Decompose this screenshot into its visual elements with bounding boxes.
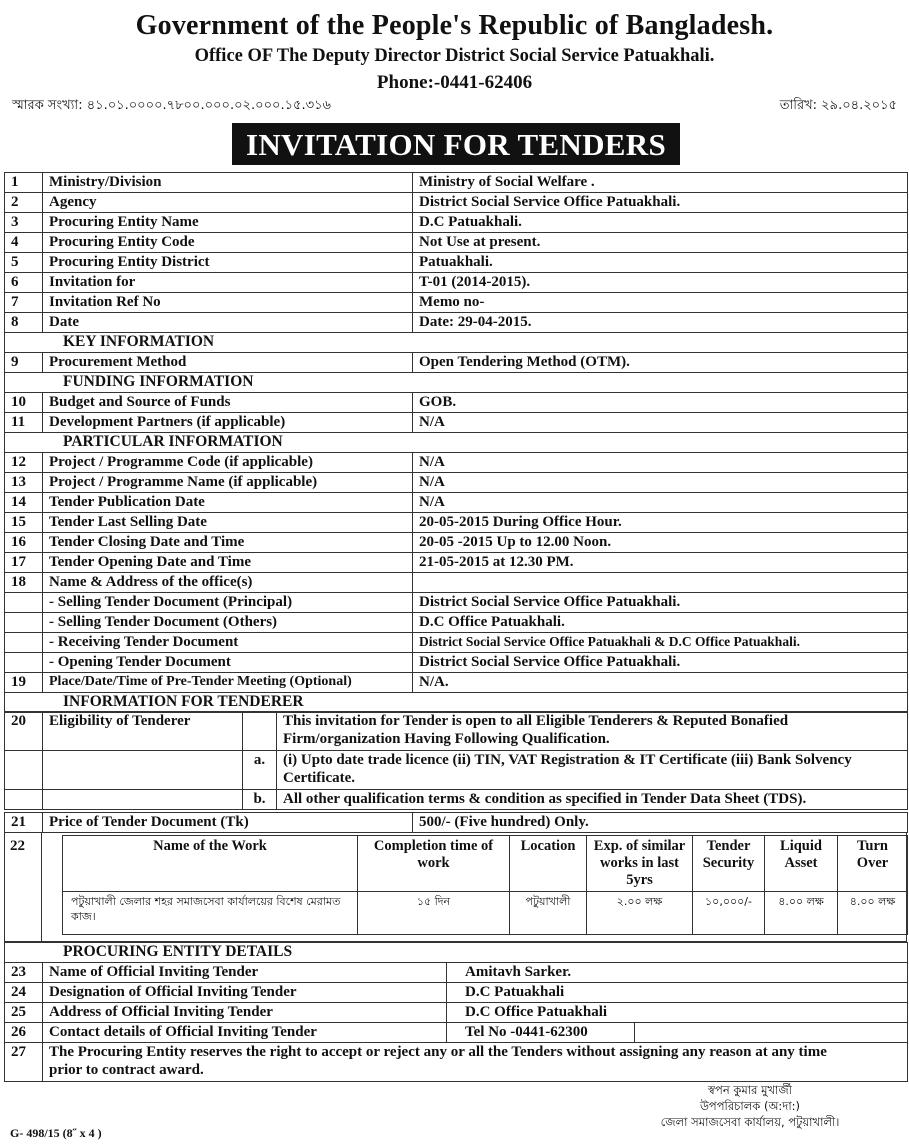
row-number: 8 — [5, 313, 43, 333]
table-row — [5, 493, 908, 513]
row-label: Budget and Source of Funds — [43, 393, 413, 413]
row-label: Development Partners (if applicable) — [43, 413, 413, 433]
row-label: Tender Last Selling Date — [43, 513, 413, 533]
header-liquid-asset: Liquid Asset — [765, 836, 838, 892]
row-value: Date: 29-04-2015. — [413, 313, 908, 333]
table-row — [5, 673, 908, 693]
row-label: Project / Programme Name (if applicable) — [43, 473, 413, 493]
row-number: 15 — [5, 513, 43, 533]
row-value: District Social Service Office Patuakhali & D.C Office Patuakhali. — [413, 633, 908, 653]
eligibility-intro-row — [5, 712, 908, 751]
table-row — [5, 653, 908, 673]
row-label: Address of Official Inviting Tender — [43, 1003, 447, 1023]
row-value: 21-05-2015 at 12.30 PM. — [413, 553, 908, 573]
row-number: 9 — [5, 353, 43, 373]
office-heading: Office OF The Deputy Director District Social Service Patuakhali. — [194, 46, 715, 66]
row-label: Place/Date/Time of Pre-Tender Meeting (Optional) — [43, 673, 413, 693]
section-heading-row — [5, 433, 908, 453]
table-row — [5, 353, 908, 373]
table-row — [5, 513, 908, 533]
section-particular-information: PARTICULAR INFORMATION — [5, 433, 908, 453]
row-label: Invitation Ref No — [43, 293, 413, 313]
table-row — [5, 193, 908, 213]
tender-table — [4, 172, 908, 713]
works-table — [62, 835, 908, 935]
section-funding-information: FUNDING INFORMATION — [5, 373, 908, 393]
table-row — [5, 413, 908, 433]
row-label: Procuring Entity District — [43, 253, 413, 273]
row-number: 27 — [5, 1043, 43, 1082]
row-label: Contact details of Official Inviting Tender — [43, 1023, 447, 1043]
row-number: 7 — [5, 293, 43, 313]
table-row — [5, 453, 908, 473]
row-value: Ministry of Social Welfare . — [413, 173, 908, 193]
eligibility-b-text: All other qualification terms & condition as specified in Tender Data Sheet (TDS). — [277, 790, 908, 810]
row-label: Procuring Entity Name — [43, 213, 413, 233]
signatory-office: জেলা সমাজসেবা কার্যালয়, পটুয়াখালী। — [660, 1115, 840, 1129]
signature-block — [600, 1082, 900, 1130]
eligibility-intro: This invitation for Tender is open to all Eligible Tenderers & Reputed Bonafied Firm/organization Having Following Qualification. — [277, 712, 908, 751]
header-turn-over: Turn Over — [838, 836, 908, 892]
clause-27-text: The Procuring Entity reserves the right to accept or reject any or all the Tenders without assigning any reason at any time prior to contract award. — [43, 1043, 908, 1082]
row-value: District Social Service Office Patuakhali. — [413, 593, 908, 613]
table-row — [5, 613, 908, 633]
row-number: 17 — [5, 553, 43, 573]
work-liquid-asset: ৪.০০ লক্ষ — [765, 892, 838, 935]
price-table — [4, 812, 908, 833]
row-label: Name & Address of the office(s) — [43, 573, 413, 593]
table-row — [5, 213, 908, 233]
table-row — [5, 473, 908, 493]
table-row — [5, 393, 908, 413]
header-experience: Exp. of similar works in last 5yrs — [587, 836, 693, 892]
row-value: Tel No -0441-62300 — [447, 1023, 635, 1043]
header-location: Location — [510, 836, 587, 892]
signatory-name: স্বপন কুমার মুখার্জী — [708, 1083, 792, 1097]
row-value: District Social Service Office Patuakhali. — [413, 653, 908, 673]
row-value: D.C Patuakhali — [447, 983, 908, 1003]
table-row — [5, 173, 908, 193]
eligibility-table — [4, 711, 908, 810]
row-label: Tender Publication Date — [43, 493, 413, 513]
row-label: Procurement Method — [43, 353, 413, 373]
section-heading-row — [5, 693, 908, 713]
work-turn-over: ৪.০০ লক্ষ — [838, 892, 908, 935]
row-value: D.C Office Patuakhali. — [413, 613, 908, 633]
header-name-of-work: Name of the Work — [63, 836, 358, 892]
blank-cell — [5, 790, 43, 810]
row-number: 16 — [5, 533, 43, 553]
eligibility-blank — [243, 712, 277, 751]
row-number: 3 — [5, 213, 43, 233]
section-procuring-entity: PROCURING ENTITY DETAILS — [5, 943, 908, 963]
header-tender-security: Tender Security — [693, 836, 765, 892]
table-row — [5, 253, 908, 273]
eligibility-label: Eligibility of Tenderer — [43, 712, 243, 751]
section-heading-row — [5, 333, 908, 353]
row-label: Procuring Entity Code — [43, 233, 413, 253]
table-row — [5, 233, 908, 253]
row-label: - Receiving Tender Document — [43, 633, 413, 653]
row-value: N/A — [413, 413, 908, 433]
table-row — [5, 573, 908, 593]
row-number: 24 — [5, 983, 43, 1003]
table-row — [5, 983, 908, 1003]
section-heading-row — [5, 373, 908, 393]
row-value: GOB. — [413, 393, 908, 413]
table-row — [5, 633, 908, 653]
table-row — [5, 293, 908, 313]
row-number: 4 — [5, 233, 43, 253]
works-data-row — [63, 892, 908, 935]
row-label: Tender Closing Date and Time — [43, 533, 413, 553]
memo-date: তারিখ: ২৯.০৪.২০১৫ — [779, 98, 897, 113]
work-experience: ২.০০ লক্ষ — [587, 892, 693, 935]
page-title: INVITATION FOR TENDERS — [232, 123, 680, 165]
procuring-table — [4, 942, 908, 1082]
row-number: 2 — [5, 193, 43, 213]
row-value — [413, 573, 908, 593]
row-value: N/A. — [413, 673, 908, 693]
eligibility-a-mark: a. — [243, 751, 277, 790]
row-number — [5, 633, 43, 653]
row-label: - Selling Tender Document (Others) — [43, 613, 413, 633]
row-label: Date — [43, 313, 413, 333]
row-label: Ministry/Division — [43, 173, 413, 193]
table-row — [5, 963, 908, 983]
row-label: Project / Programme Code (if applicable) — [43, 453, 413, 473]
row-value: Patuakhali. — [413, 253, 908, 273]
row-value: 500/- (Five hundred) Only. — [413, 813, 908, 833]
row-number: 5 — [5, 253, 43, 273]
row-22-number-cell — [4, 832, 42, 942]
row-number: 12 — [5, 453, 43, 473]
row-value: D.C Office Patuakhali — [447, 1003, 908, 1023]
row-number: 20 — [5, 712, 43, 751]
row-number: 18 — [5, 573, 43, 593]
row-label: Tender Opening Date and Time — [43, 553, 413, 573]
section-heading-row — [5, 943, 908, 963]
blank-cell — [635, 1023, 908, 1043]
work-tender-security: ১০,০০০/- — [693, 892, 765, 935]
row-value: N/A — [413, 493, 908, 513]
eligibility-a-text: (i) Upto date trade licence (ii) TIN, VAT Registration & IT Certificate (iii) Bank Solvency Certificate. — [277, 751, 908, 790]
row-number: 1 — [5, 173, 43, 193]
section-key-information: KEY INFORMATION — [5, 333, 908, 353]
row-number: 11 — [5, 413, 43, 433]
table-row — [5, 593, 908, 613]
eligibility-b-mark: b. — [243, 790, 277, 810]
row-label: Name of Official Inviting Tender — [43, 963, 447, 983]
row-value: 20-05 -2015 Up to 12.00 Noon. — [413, 533, 908, 553]
eligibility-a-row — [5, 751, 908, 790]
row-number: 22 — [10, 838, 25, 854]
clause-27-row — [5, 1043, 908, 1082]
signatory-designation: উপপরিচালক (অ:দা:) — [699, 1099, 801, 1113]
work-completion-time: ১৫ দিন — [358, 892, 510, 935]
row-label: - Selling Tender Document (Principal) — [43, 593, 413, 613]
row-label: Agency — [43, 193, 413, 213]
header-completion-time: Completion time of work — [358, 836, 510, 892]
row-number: 23 — [5, 963, 43, 983]
blank-cell — [43, 790, 243, 810]
row-value: Open Tendering Method (OTM). — [413, 353, 908, 373]
row-value: District Social Service Office Patuakhali. — [413, 193, 908, 213]
row-label: Price of Tender Document (Tk) — [43, 813, 413, 833]
row-number: 26 — [5, 1023, 43, 1043]
table-row — [5, 1023, 908, 1043]
memo-number: স্মারক সংখ্যা: ৪১.০১.০০০০.৭৮০০.০০০.০২.০০০.১৫.৩১৬ — [12, 98, 331, 113]
table-row — [5, 813, 908, 833]
table-row — [5, 533, 908, 553]
row-value: 20-05-2015 During Office Hour. — [413, 513, 908, 533]
row-label: Invitation for — [43, 273, 413, 293]
row-number: 10 — [5, 393, 43, 413]
row-value: N/A — [413, 453, 908, 473]
work-name: পটুয়াখালী জেলার শহর সমাজসেবা কার্যালয়ের বিশেষ মেরামত কাজ। — [63, 892, 358, 935]
blank-cell — [5, 751, 43, 790]
government-heading: Government of the People's Republic of Bangladesh. — [135, 10, 774, 41]
row-number — [5, 593, 43, 613]
work-location: পটুয়াখালী — [510, 892, 587, 935]
row-value: T-01 (2014-2015). — [413, 273, 908, 293]
row-label: - Opening Tender Document — [43, 653, 413, 673]
row-number: 21 — [5, 813, 43, 833]
row-value: Not Use at present. — [413, 233, 908, 253]
section-information-for-tenderer: INFORMATION FOR TENDERER — [5, 693, 908, 713]
row-label: Designation of Official Inviting Tender — [43, 983, 447, 1003]
table-row — [5, 273, 908, 293]
eligibility-b-row — [5, 790, 908, 810]
table-row — [5, 1003, 908, 1023]
row-value: N/A — [413, 473, 908, 493]
row-number: 19 — [5, 673, 43, 693]
blank-cell — [43, 751, 243, 790]
row-value: D.C Patuakhali. — [413, 213, 908, 233]
table-row — [5, 553, 908, 573]
table-row — [5, 313, 908, 333]
row-number: 25 — [5, 1003, 43, 1023]
row-number: 14 — [5, 493, 43, 513]
row-value: Memo no- — [413, 293, 908, 313]
footer-code: G- 498/15 (8˝ x 4 ) — [10, 1126, 102, 1140]
phone-heading: Phone:-0441-62406 — [376, 72, 533, 93]
works-header-row — [63, 836, 908, 892]
row-value: Amitavh Sarker. — [447, 963, 908, 983]
row-number — [5, 613, 43, 633]
row-number: 13 — [5, 473, 43, 493]
row-number — [5, 653, 43, 673]
row-number: 6 — [5, 273, 43, 293]
